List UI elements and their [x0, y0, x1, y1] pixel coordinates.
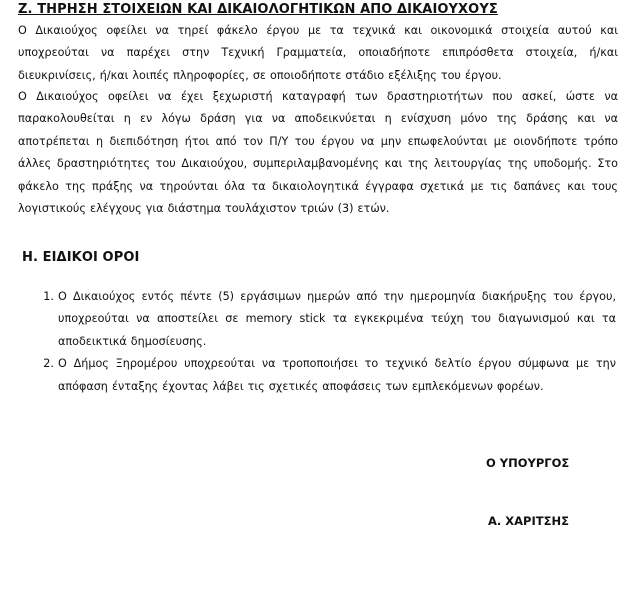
special-terms-list: [20, 286, 616, 398]
section-z-heading: Ζ. ΤΗΡΗΣΗ ΣΤΟΙΧΕΙΩΝ ΚΑΙ ΔΙΚΑΙΟΛΟΓΗΤΙΚΩΝ ΑΠΟ ΔΙΚΑΙΟΥΧΟΥΣ: [18, 2, 498, 17]
section-i-heading: Η. ΕΙΔΙΚΟΙ ΟΡΟΙ: [22, 250, 140, 265]
section-z-paragraph-1: Ο Δικαιούχος οφείλει να τηρεί φάκελο έργου με τα τεχνικά και οικονομικά στοιχεία αυτού και υποχρεούται να παρέχει στην Τεχνική Γραμματεία, οποιαδήποτε επιπρόσθετα στοιχεία, ή/και διευκρινίσεις, ή/και λοιπές πληροφορίες, σε οποιοδήποτε στάδιο εξέλιξης του έργου.: [18, 24, 618, 82]
signature-title: Ο ΥΠΟΥΡΓΟΣ: [486, 456, 570, 470]
section-z-paragraph-2: Ο Δικαιούχος οφείλει να έχει ξεχωριστή καταγραφή των δραστηριοτήτων που ασκεί, ώστε να παρακολουθείται η εν λόγω δράση για να αποδεικνύεται η ενίσχυση μόνο της δράσης και να αποτρέπεται η διεπιδότηση ήτοι από τον Π/Υ του έργου να μην επωφελούνται με οιονδήποτε τρόπο άλλες δραστηριότητες του Δικαιούχου, συμπεριλαμβανομένης και της λειτουργίας της υποδομής. Στο φάκελο της πράξης να τηρούνται όλα τα δικαιολογητικά έγγραφα σχετικά με τις δαπάνες και τους λογιστικούς ελέγχους για διάστημα τουλάχιστον τριών (3) ετών.: [18, 90, 618, 216]
list-item: 2. Ο Δήμος Ξηρομέρου υποχρεούται να τροποποιήσει το τεχνικό δελτίο έργου σύμφωνα με την απόφαση ένταξης έχοντας λάβει τις σχετικές αποφάσεις των εμπλεκόμενων φορέων.: [58, 353, 616, 398]
signature-name: Α. ΧΑΡΙΤΣΗΣ: [488, 514, 569, 528]
list-item: 1. Ο Δικαιούχος εντός πέντε (5) εργάσιμων ημερών από την ημερομηνία διακήρυξης του έργου, υποχρεούται να αποστείλει σε memory stick τα εγκεκριμένα τεύχη του διαγωνισμού και τα αποδεικτικά δημοσίευσης.: [58, 286, 616, 353]
